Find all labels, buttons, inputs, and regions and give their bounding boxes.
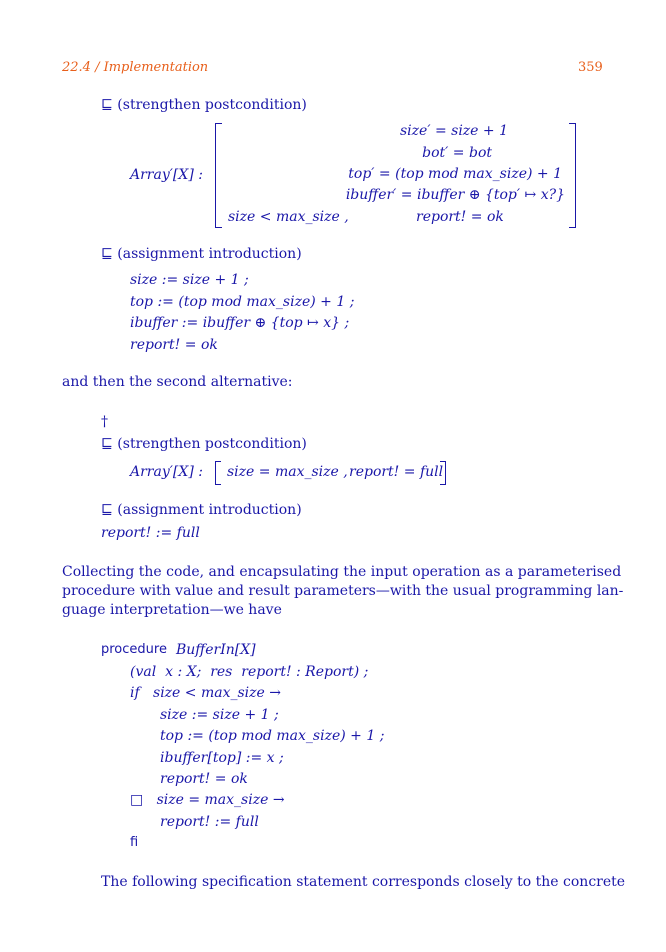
paragraph-line: guage interpretation—we have: [62, 602, 282, 618]
paragraph-line: Collecting the code, and encapsulating the input operation as a parameterised: [62, 564, 622, 580]
code-line: size := size + 1 ;: [130, 272, 249, 288]
code-line: report! = ok: [160, 771, 248, 787]
right-bracket: [440, 461, 446, 485]
code-line: report! := full: [101, 525, 200, 541]
left-bracket: [215, 461, 221, 485]
postcondition-report: report! = ok: [416, 209, 504, 225]
paragraph: The following specification statement corresponds closely to the concrete: [101, 874, 626, 890]
code-line: ibuffer[top] := x ;: [160, 750, 284, 766]
procedure-name: BufferIn[X]: [176, 642, 256, 658]
precondition: size = max_size ,: [227, 464, 348, 480]
code-line: top := (top mod max_size) + 1 ;: [160, 728, 385, 744]
procedure-keyword: procedure: [101, 642, 167, 657]
refinement-step: ⊑ (strengthen postcondition): [101, 97, 307, 113]
if-guard: if size < max_size →: [130, 685, 281, 701]
page-number: 359: [578, 60, 603, 75]
paragraph: and then the second alternative:: [62, 374, 293, 390]
procedure-params: (val x : X; res report! : Report) ;: [130, 664, 369, 680]
precondition: size < max_size ,: [228, 209, 349, 225]
postcondition-line: top′ = (top mod max_size) + 1: [348, 166, 562, 182]
dagger-marker: †: [101, 414, 108, 430]
schema-name: Array′[X] :: [130, 167, 203, 183]
code-line: top := (top mod max_size) + 1 ;: [130, 294, 355, 310]
code-line: ibuffer := ibuffer ⊕ {top ↦ x} ;: [130, 315, 350, 331]
refinement-step: ⊑ (assignment introduction): [101, 246, 302, 262]
refinement-step: ⊑ (strengthen postcondition): [101, 436, 307, 452]
running-header: 22.4 / Implementation: [62, 60, 209, 75]
code-line: report! := full: [160, 814, 259, 830]
schema-name: Array′[X] :: [130, 464, 203, 480]
else-guard: □ size = max_size →: [130, 792, 285, 808]
code-line: report! = ok: [130, 337, 218, 353]
code-line: size := size + 1 ;: [160, 707, 279, 723]
postcondition-line: bot′ = bot: [422, 145, 492, 161]
right-bracket: [569, 123, 576, 228]
refinement-step: ⊑ (assignment introduction): [101, 502, 302, 518]
postcondition-report: report! = full: [349, 464, 444, 480]
postcondition-line: size′ = size + 1: [400, 123, 508, 139]
postcondition-line: ibuffer′ = ibuffer ⊕ {top′ ↦ x?}: [345, 187, 565, 203]
fi-keyword: fi: [130, 835, 139, 850]
left-bracket: [215, 123, 222, 228]
paragraph-line: procedure with value and result parameters—with the usual programming lan-: [62, 583, 624, 599]
